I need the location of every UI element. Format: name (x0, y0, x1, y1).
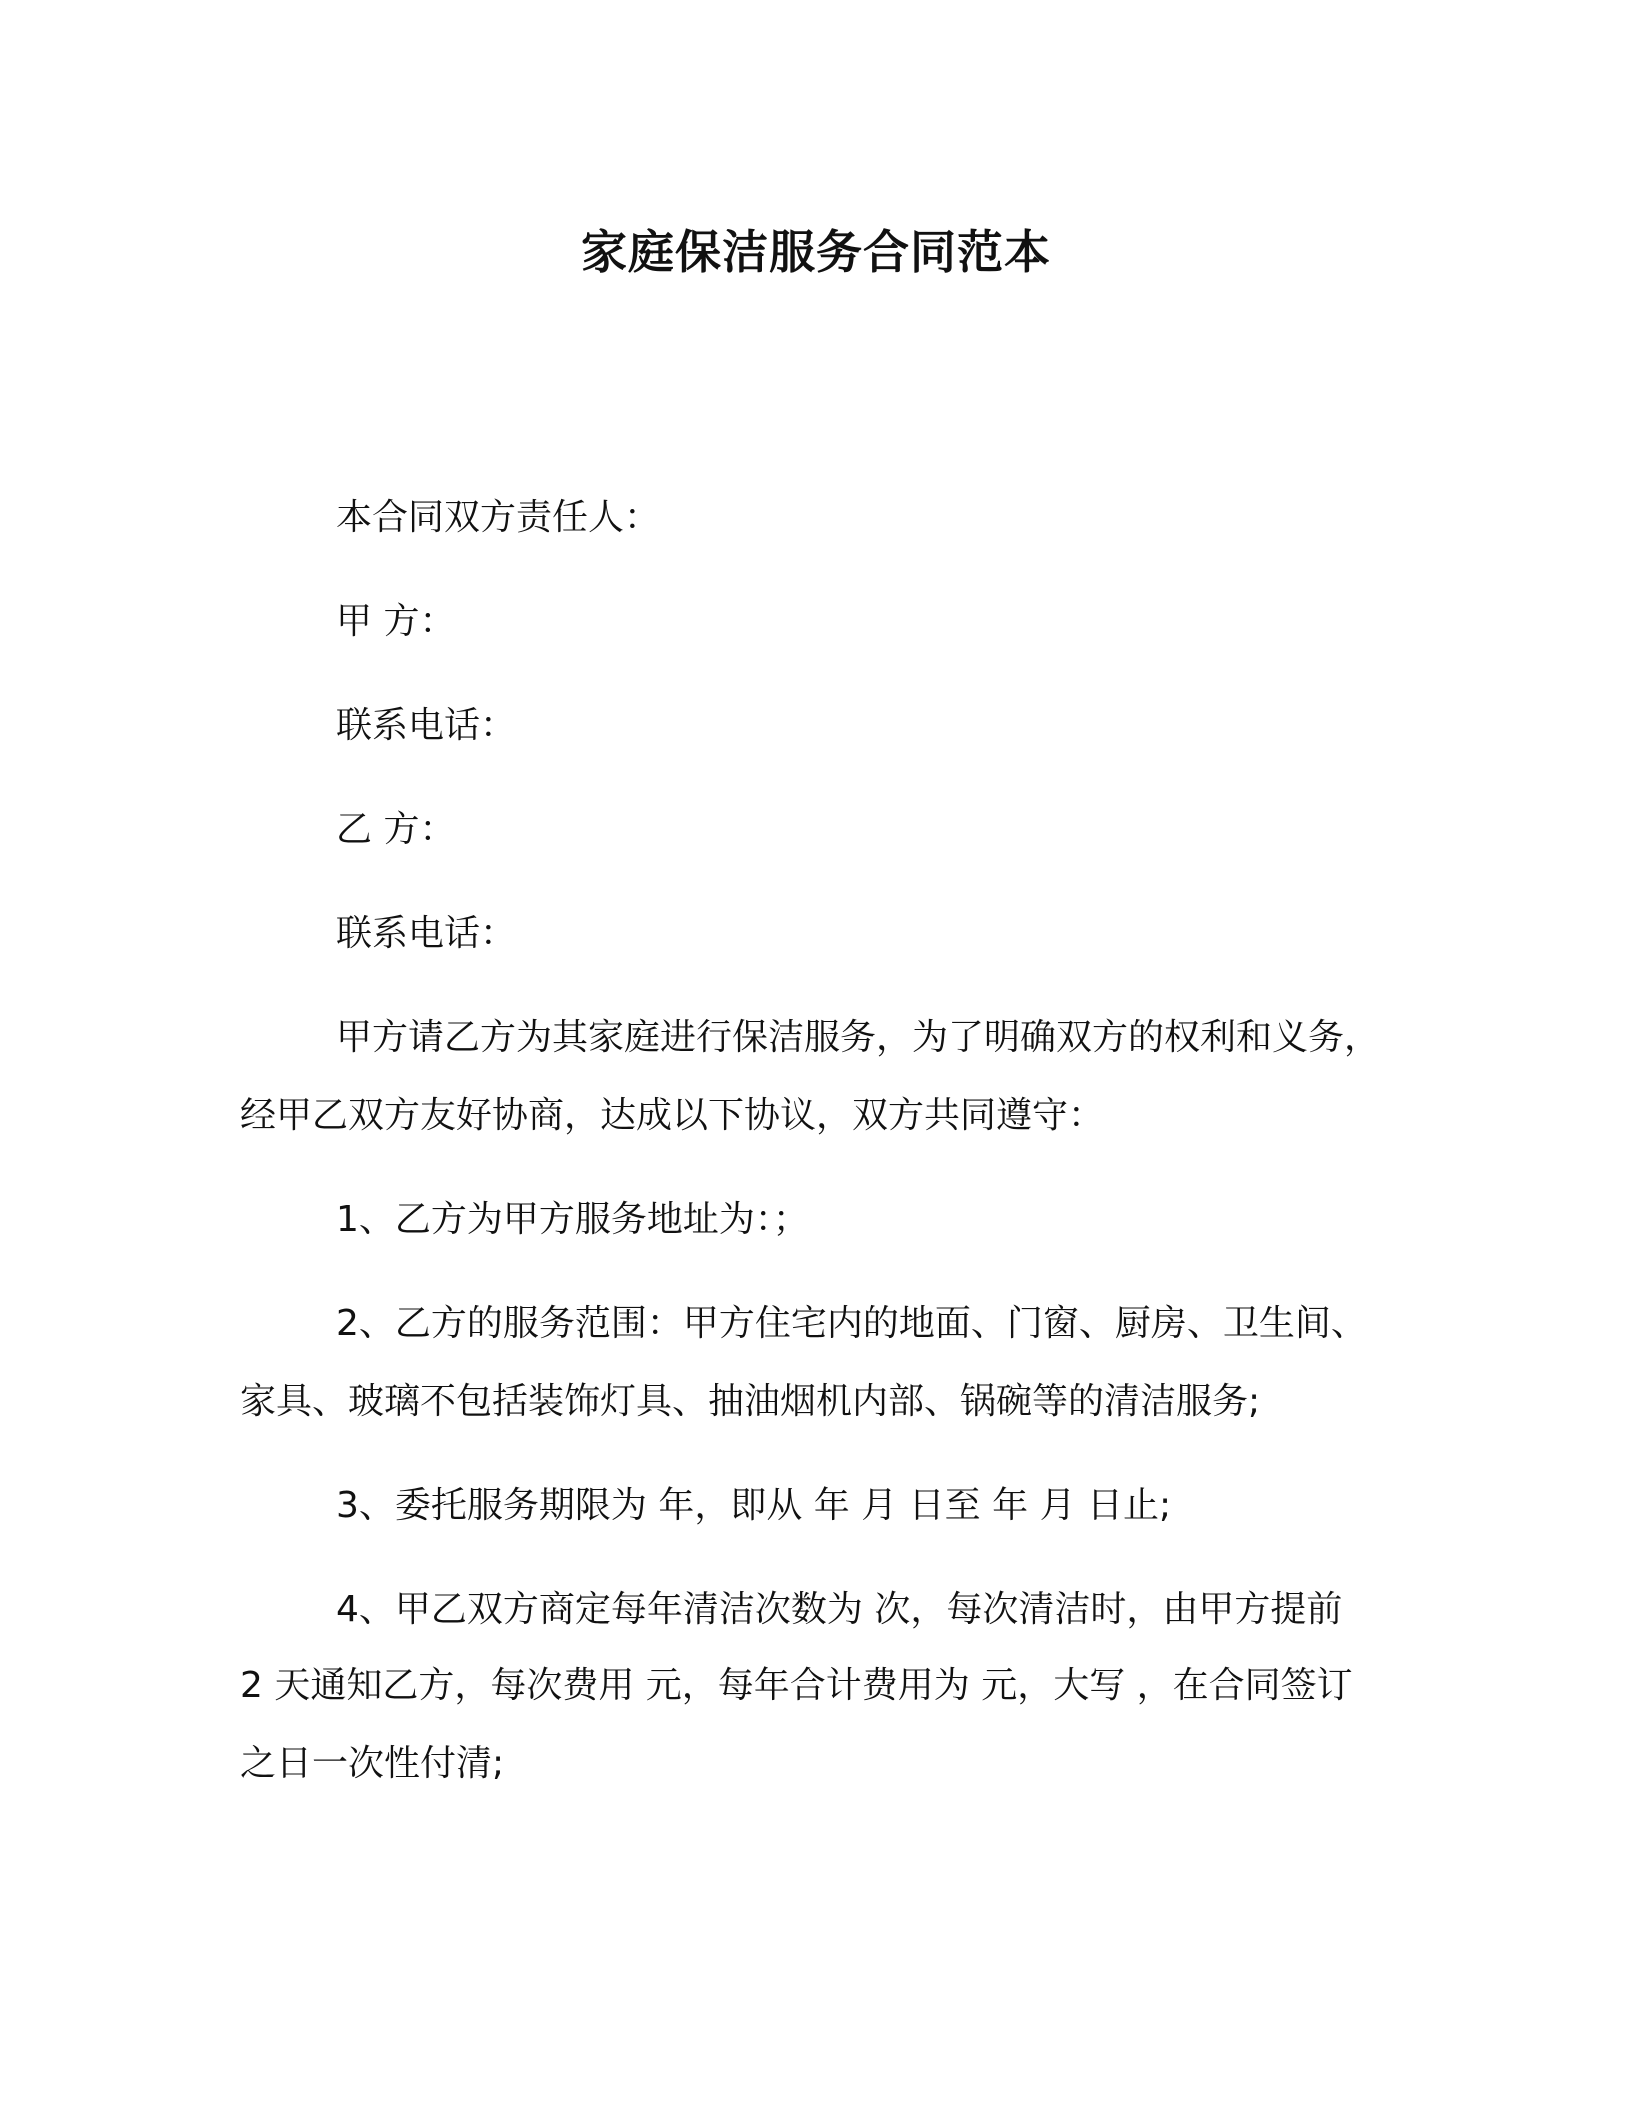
party-b-label: 乙 方： (336, 809, 456, 850)
clause-2-line-1: 2、乙方的服务范围：甲方住宅内的地面、门窗、厨房、卫生间、 (336, 1303, 1367, 1344)
clause-4-line-3: 之日一次性付清; (240, 1743, 505, 1784)
party-b-phone-label: 联系电话： (336, 913, 517, 954)
intro-line-1: 甲方请乙方为其家庭进行保洁服务，为了明确双方的权利和义务， (336, 1017, 1381, 1058)
clause-2-line-2: 家具、玻璃不包括装饰灯具、抽油烟机内部、锅碗等的清洁服务; (240, 1381, 1261, 1422)
clause-3-line-1: 3、委托服务期限为 年，即从 年 月 日至 年 月 日止; (336, 1485, 1172, 1526)
clause-4-line-1: 4、甲乙双方商定每年清洁次数为 次，每次清洁时，由甲方提前 (336, 1589, 1343, 1630)
party-a-phone-label: 联系电话： (336, 705, 517, 746)
intro-line-2: 经甲乙双方友好协商，达成以下协议，双方共同遵守： (240, 1095, 1105, 1136)
clause-1-line-1: 1、乙方为甲方服务地址为：； (336, 1199, 809, 1240)
responsible-parties-heading: 本合同双方责任人： (336, 497, 661, 538)
party-a-label: 甲 方： (336, 601, 456, 642)
clause-4-line-2: 2 天通知乙方，每次费用 元，每年合计费用为 元，大写 ，在合同签订 (240, 1665, 1353, 1706)
document-title: 家庭保洁服务合同范本 (581, 225, 1051, 279)
